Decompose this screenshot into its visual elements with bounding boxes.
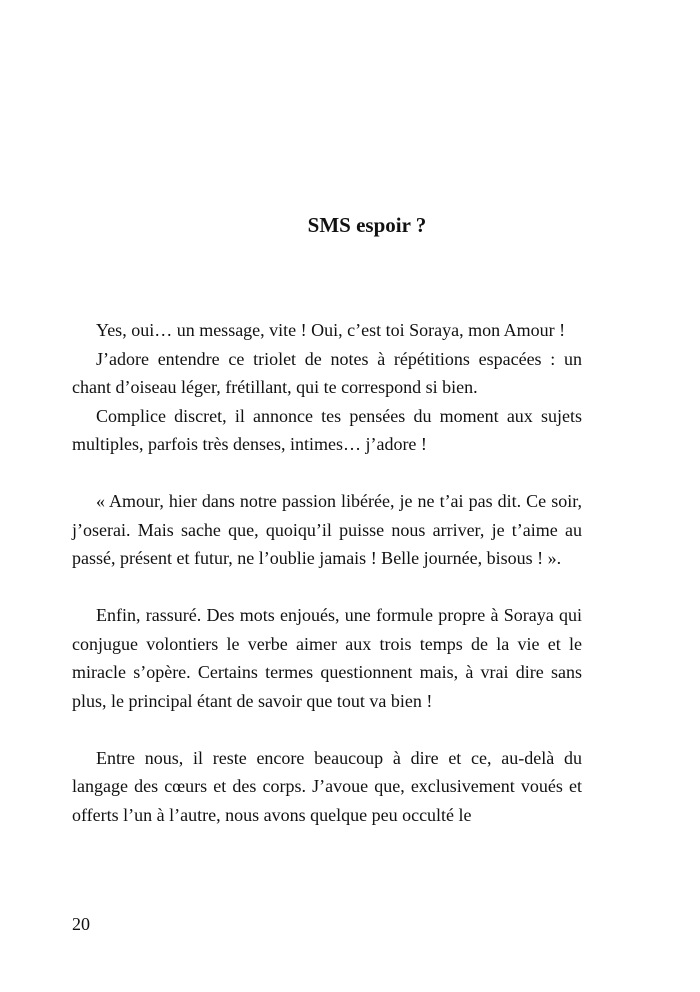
paragraph-1: Yes, oui… un message, vite ! Oui, c’est toi Soraya, mon Amour ! [96, 320, 566, 340]
page-number: 20 [72, 914, 90, 934]
chapter-body [72, 316, 582, 829]
paragraph-6: Entre nous, il reste encore beaucoup à dire et ce, au-delà du langage des cœurs et des corps. J’avoue que, exclusivement voués et offerts l’un à l’autre, nous avons quelque peu occulté le [72, 747, 582, 825]
paragraph-5: Enfin, rassuré. Des mots enjoués, une formule propre à Soraya qui conjugue volontiers le verbe aimer aux trois temps de la vie et le miracle s’opère. Certains termes questionnent mais, à vrai dire sans plus, le principal étant de savoir que tout va bien ! [72, 605, 582, 711]
paragraph-4-sms-quote: « Amour, hier dans notre passion libérée, je ne t’ai pas dit. Ce soir, j’oserai. Mais sache que, quoiqu’il puisse nous arriver, je t’aime au passé, présent et futur, ne l’oublie jamais ! Belle journée, bisous ! ». [72, 491, 582, 568]
chapter-title: SMS espoir ? [307, 213, 427, 237]
paragraph-2: J’adore entendre ce triolet de notes à répétitions espacées : un chant d’oiseau léger, frétillant, qui te correspond si bien. [72, 348, 582, 397]
paragraph-3: Complice discret, il annonce tes pensées du moment aux sujets multiples, parfois très denses, intimes… j’adore ! [72, 405, 582, 454]
